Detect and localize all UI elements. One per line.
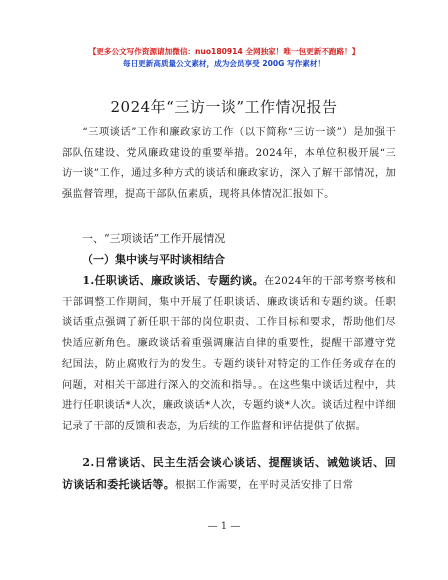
promo-banner-line-2: 每日更新高质量公文素材，成为会员享受 200G 写作素材！ bbox=[122, 59, 326, 68]
paragraph-2-body: 根据工作需要，在平时灵活安排了日常 bbox=[175, 479, 354, 491]
paragraph-2 bbox=[62, 453, 396, 496]
section-heading-1: 一、“三项谈话”工作开展情况 bbox=[82, 232, 226, 245]
paragraph-1 bbox=[62, 271, 396, 438]
paragraph-1-lead: 1.任职谈话、廉政谈话、专题约谈。 bbox=[82, 274, 264, 287]
intro-paragraph: “三项谈话”工作和廉政家访工作（以下简称“三访一谈”）是加强干部队伍建设、党风廉政建设的重要举措。2024年，本单位积极开展“三访一谈”工作，通过多种方式的谈话和廉政家访，深入了解干部情况，加强监督管理，提高干部队伍素质，现将具体情况汇报如下。 bbox=[62, 127, 396, 201]
paragraph-1-body: 在2024年的干部考察考核和干部调整工作期间，集中开展了任职谈话、廉政谈话和专题约谈。任职谈话重点强调了新任职干部的岗位职责、工作目标和要求，帮助他们尽快适应新角色。廉政谈话着重强调廉洁自律的重要性，提醒干部遵守党纪国法，防止腐败行为的发生。专题约谈针对特定的工作任务或存在的问题，对相关干部进行深入的交流和指导。。在这些集中谈话过程中，共进行任职谈话*人次，廉政谈话*人次，专题约谈*人次。谈话过程中详细记录了干部的反馈和表态，为后续的工作监督和评估提供了依据。 bbox=[62, 276, 396, 432]
document-title: 2024年“三访一谈”工作情况报告 bbox=[110, 98, 338, 116]
promo-banner-line-1: 【更多公文写作资源请加微信：nuo180914 全网独家！唯一包更新不跑路！】 bbox=[88, 47, 360, 56]
subsection-heading-1: （一）集中谈与平时谈相结合 bbox=[82, 253, 225, 266]
page-number: — 1 — bbox=[207, 521, 241, 532]
paragraph-2-lead: 2.日常谈话、民主生活会谈心谈话、提醒谈话、诫勉谈话、回访谈话和委托谈话等。 bbox=[62, 456, 396, 491]
